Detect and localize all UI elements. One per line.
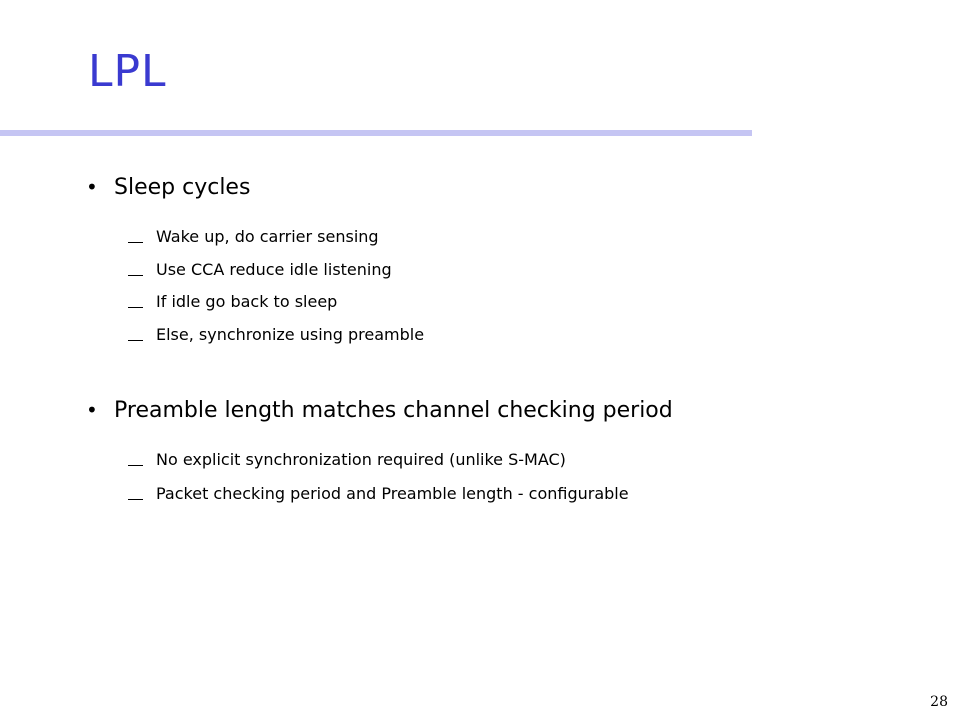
page-number: 28 <box>930 694 948 710</box>
sub-bullet-item <box>128 483 629 505</box>
sub-bullet-text: Wake up, do carrier sensing <box>156 227 379 246</box>
sub-bullet-item <box>128 226 379 248</box>
bullet-dot-icon: • <box>86 175 98 199</box>
dash-icon <box>128 307 143 308</box>
sub-bullet-item <box>128 291 337 313</box>
title-divider <box>0 130 752 136</box>
slide-title: LPL <box>88 46 167 97</box>
bullet-item <box>86 395 673 426</box>
dash-icon <box>128 465 143 466</box>
dash-icon <box>128 275 143 276</box>
sub-bullet-text: Else, synchronize using preamble <box>156 325 425 344</box>
dash-icon <box>128 340 143 341</box>
sub-bullet-item <box>128 324 424 346</box>
sub-bullet-text: Use CCA reduce idle listening <box>156 260 392 279</box>
bullet-text: Preamble length matches channel checking period <box>114 398 673 423</box>
sub-bullet-item <box>128 259 392 281</box>
bullet-dot-icon: • <box>86 398 98 422</box>
sub-bullet-text: No explicit synchronization required (unlike S-MAC) <box>156 450 566 469</box>
dash-icon <box>128 242 143 243</box>
sub-bullet-item <box>128 449 566 471</box>
sub-bullet-text: If idle go back to sleep <box>156 292 338 311</box>
bullet-text: Sleep cycles <box>114 175 251 200</box>
sub-bullet-text: Packet checking period and Preamble length - configurable <box>156 484 629 503</box>
dash-icon <box>128 499 143 500</box>
bullet-item <box>86 172 250 203</box>
